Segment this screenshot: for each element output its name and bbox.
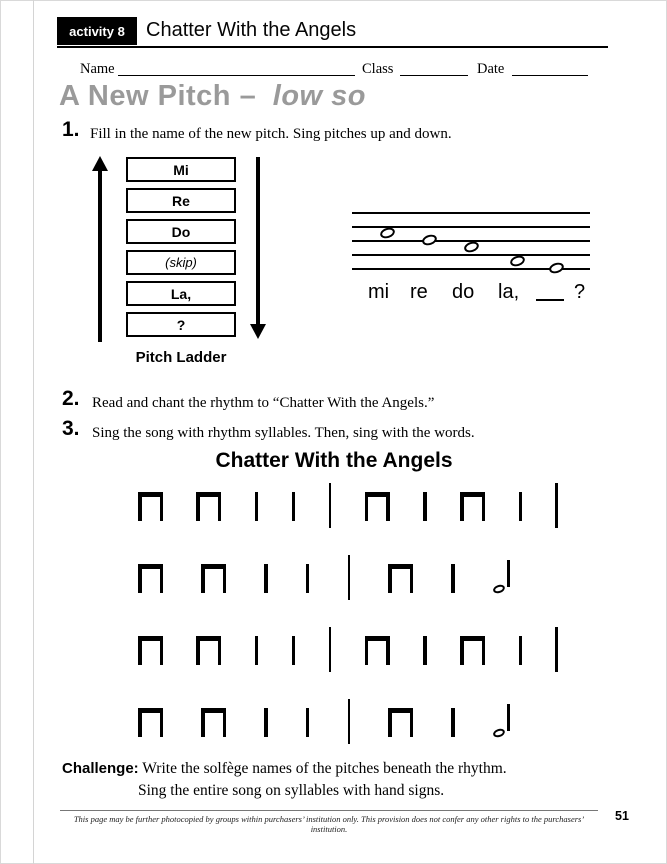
instruction-2-text: Read and chant the rhythm to “Chatter With the Angels.” xyxy=(92,395,435,411)
rhythm-note-ta xyxy=(264,564,268,593)
pitch-ladder-rung: (skip) xyxy=(126,250,236,275)
barline xyxy=(348,699,351,744)
instruction-1-text: Fill in the name of the new pitch. Sing pitches up and down. xyxy=(90,126,452,142)
rhythm-note-ta xyxy=(255,492,259,521)
answer-question-mark: ? xyxy=(574,281,586,303)
rhythm-note-titi xyxy=(388,708,413,737)
rhythm-note-ta xyxy=(519,492,523,521)
barline xyxy=(329,627,332,672)
solfege-label: do xyxy=(452,281,475,303)
rhythm-note-titi xyxy=(196,636,221,665)
staff-note-mi xyxy=(379,226,396,240)
rhythm-note-ta xyxy=(451,708,455,737)
lesson-heading-main: A New Pitch – xyxy=(59,80,257,112)
lesson-heading xyxy=(59,80,366,113)
rhythm-row xyxy=(138,489,558,521)
pitch-ladder-rungs xyxy=(126,157,236,343)
barline xyxy=(555,483,558,528)
rhythm-note-ta xyxy=(306,564,310,593)
pitch-ladder-rung: La, xyxy=(126,281,236,306)
solfege-label: re xyxy=(410,281,428,303)
page-margin-line xyxy=(33,0,34,864)
staff-labels xyxy=(352,281,612,309)
instruction-3-text: Sing the song with rhythm syllables. Then, sing with the words. xyxy=(92,425,475,441)
rhythm-note-titi xyxy=(138,708,163,737)
pitch-ladder-rung: Do xyxy=(126,219,236,244)
page-title: Chatter With the Angels xyxy=(146,19,357,41)
page-number: 51 xyxy=(615,809,629,823)
pitch-ladder-rung: Mi xyxy=(126,157,236,182)
instruction-1-number: 1. xyxy=(62,118,80,141)
rhythm-row xyxy=(138,633,558,665)
answer-blank xyxy=(536,299,564,301)
rhythm-row xyxy=(138,561,510,593)
copyright-notice: This page may be further photocopied by groups within purchasers’ institution only. This provision does not confer any other rights to the purchasers’ institution. xyxy=(73,814,585,834)
rhythm-note-ta xyxy=(423,492,427,521)
rhythm-note-ta xyxy=(423,636,427,665)
descending-arrow-icon xyxy=(250,157,266,339)
instruction-2-number: 2. xyxy=(62,387,80,410)
rhythm-note-titi xyxy=(388,564,413,593)
pitch-ladder-rung: Re xyxy=(126,188,236,213)
barline xyxy=(555,627,558,672)
ascending-arrow-icon xyxy=(92,156,108,342)
staff-note-re xyxy=(421,233,438,247)
header-rule xyxy=(57,46,608,48)
rhythm-note-ta xyxy=(255,636,259,665)
rhythm-note-titi xyxy=(201,564,226,593)
date-blank xyxy=(512,61,588,76)
instruction-3-number: 3. xyxy=(62,417,80,440)
rhythm-note-titi xyxy=(201,708,226,737)
staff-note-unknown xyxy=(548,261,565,275)
rhythm-note-half xyxy=(493,704,510,737)
name-label: Name xyxy=(80,61,115,77)
challenge-line2: Sing the entire song on syllables with hand signs. xyxy=(138,782,445,799)
name-blank xyxy=(118,61,355,76)
activity-label: activity 8 xyxy=(69,23,125,39)
class-label: Class xyxy=(362,61,394,77)
activity-badge xyxy=(57,17,137,45)
rhythm-note-titi xyxy=(365,492,390,521)
barline xyxy=(329,483,332,528)
challenge-line1: Write the solfège names of the pitches beneath the rhythm. xyxy=(142,760,507,777)
rhythm-note-ta xyxy=(519,636,523,665)
staff-note-la xyxy=(509,254,526,268)
staff-line xyxy=(352,254,590,256)
footer-rule xyxy=(60,810,598,811)
rhythm-note-titi xyxy=(365,636,390,665)
rhythm-note-titi xyxy=(196,492,221,521)
rhythm-note-ta xyxy=(292,492,296,521)
rhythm-note-half xyxy=(493,560,510,593)
challenge-section xyxy=(62,760,602,800)
music-staff xyxy=(352,212,590,272)
date-label: Date xyxy=(477,61,505,77)
song-title: Chatter With the Angels xyxy=(215,449,453,472)
class-blank xyxy=(400,61,468,76)
challenge-label: Challenge: xyxy=(62,760,139,777)
pitch-ladder-caption: Pitch Ladder xyxy=(135,349,227,366)
rhythm-row xyxy=(138,705,510,737)
barline xyxy=(348,555,351,600)
rhythm-note-ta xyxy=(306,708,310,737)
rhythm-note-ta xyxy=(292,636,296,665)
solfege-label: mi xyxy=(368,281,390,303)
rhythm-note-titi xyxy=(460,492,485,521)
solfege-label: la, xyxy=(498,281,520,303)
rhythm-note-titi xyxy=(138,636,163,665)
rhythm-note-titi xyxy=(460,636,485,665)
rhythm-note-titi xyxy=(138,564,163,593)
staff-line xyxy=(352,212,590,214)
staff-note-do xyxy=(463,240,480,254)
rhythm-note-ta xyxy=(264,708,268,737)
pitch-ladder-rung: ? xyxy=(126,312,236,337)
lesson-heading-emphasis: low so xyxy=(272,80,366,112)
rhythm-rows xyxy=(138,489,558,744)
rhythm-note-titi xyxy=(138,492,163,521)
rhythm-note-ta xyxy=(451,564,455,593)
